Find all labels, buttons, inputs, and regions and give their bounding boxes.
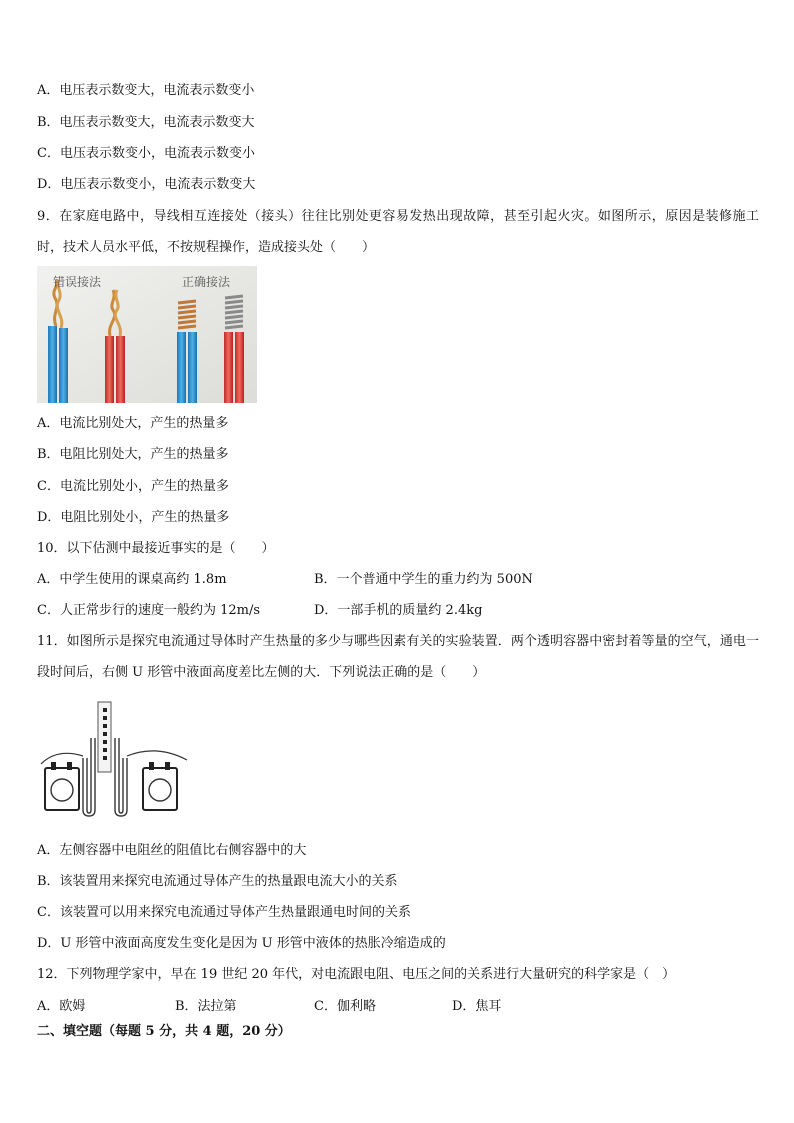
q8-option-b: B．电压表示数变大，电流表示数变大	[37, 115, 255, 130]
q12-option-d: D．焦耳	[452, 999, 502, 1014]
q12-option-c: C．伽利略	[314, 999, 376, 1014]
q10-option-d: D．一部手机的质量约 2.4kg	[314, 603, 483, 618]
q8-option-d: D．电压表示数变小，电流表示数变大	[37, 177, 256, 192]
q11-apparatus-figure	[37, 698, 189, 822]
q10-stem: 10．以下估测中最接近事实的是（ ）	[37, 541, 275, 556]
q9-wire-photo	[37, 266, 257, 403]
q12-option-b: B．法拉第	[175, 999, 237, 1014]
q9-stem: 9．在家庭电路中，导线相互连接处（接头）往往比别处更容易发热出现故障，甚至引起火灾。如图所示，原因是装修施工时，技术人员水平低，不按规程操作，造成接头处（ ）	[37, 209, 759, 255]
q10-option-c: C．人正常步行的速度一般约为 12m/s	[37, 603, 260, 618]
q11-stem: 11．如图所示是探究电流通过导体时产生热量的多少与哪些因素有关的实验装置．两个透明容器中密封着等量的空气，通电一段时间后，右侧 U 形管中液面高度差比左侧的大．下列说法正确的是（ ）	[37, 634, 759, 680]
section-2-title: 二、填空题（每题 5 分，共 4 题，20 分）	[37, 1024, 291, 1039]
wrong-method-label: 错误接法	[53, 275, 102, 289]
q11-option-b: B．该装置用来探究电流通过导体产生的热量跟电流大小的关系	[37, 874, 398, 889]
q11-option-c: C．该装置可以用来探究电流通过导体产生热量跟通电时间的关系	[37, 905, 411, 920]
q9-option-a: A．电流比别处大，产生的热量多	[37, 416, 229, 431]
q10-option-b: B．一个普通中学生的重力约为 500N	[314, 572, 533, 587]
q9-option-b: B．电阻比别处大，产生的热量多	[37, 447, 229, 462]
q8-option-c: C．电压表示数变小，电流表示数变小	[37, 146, 255, 161]
q9-option-d: D．电阻比别处小，产生的热量多	[37, 510, 230, 525]
q8-option-a: A．电压表示数变大，电流表示数变小	[37, 83, 255, 98]
q12-option-a: A．欧姆	[37, 999, 86, 1014]
q11-option-d: D．U 形管中液面高度发生变化是因为 U 形管中液体的热胀冷缩造成的	[37, 936, 446, 951]
q10-option-a: A．中学生使用的课桌高约 1.8m	[37, 572, 227, 587]
q11-option-a: A．左侧容器中电阻丝的阻值比右侧容器中的大	[37, 843, 307, 858]
q9-option-c: C．电流比别处小，产生的热量多	[37, 479, 229, 494]
q12-stem: 12．下列物理学家中，早在 19 世纪 20 年代，对电流跟电阻、电压之间的关系进行大量研究的科学家是（ ）	[37, 967, 676, 982]
right-method-label: 正确接法	[182, 275, 231, 289]
